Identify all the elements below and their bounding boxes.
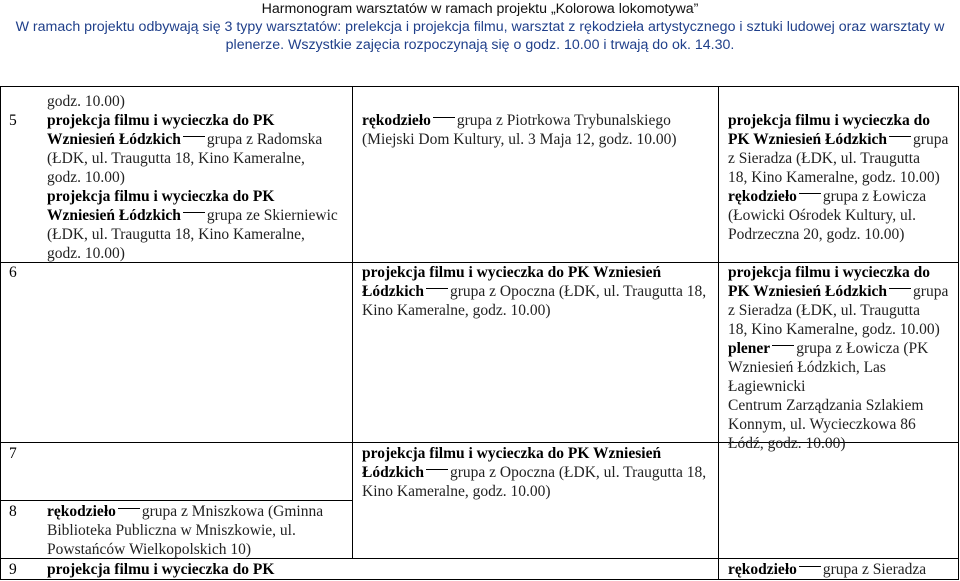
row-8-col1: rękodzieło grupa z Mniszkowa (Gminna Biblioteka Publiczna w Mniszkowie, ul. Powstańców Wielkopolskich 10) xyxy=(47,503,324,558)
row-number-8: 8 xyxy=(9,503,17,520)
table-border-top xyxy=(0,86,958,87)
table-border-right xyxy=(958,86,959,580)
workshop-title: rękodzieło xyxy=(47,503,116,520)
row-divider-8 xyxy=(0,500,352,501)
workshop-title: projekcja filmu i wycieczka do PK xyxy=(47,188,275,205)
workshop-title: projekcja filmu i wycieczka do PK Wzniesień xyxy=(362,445,662,462)
workshop-title: projekcja filmu i wycieczka do PK xyxy=(47,112,275,129)
row-9-col1 xyxy=(47,560,274,579)
table-border-left xyxy=(0,86,1,580)
workshop-title: projekcja filmu i wycieczka do xyxy=(728,112,931,129)
workshop-title: rękodzieło xyxy=(728,188,797,205)
row-number-5: 5 xyxy=(9,112,17,129)
workshop-title: projekcja filmu i wycieczka do xyxy=(728,264,931,281)
row-number-7: 7 xyxy=(9,445,17,462)
document-intro-line-1: W ramach projektu odbywają się 3 typy warsztatów: prelekcja i projekcja filmu, warsztat z rękodzieła artystycznego i sztuki ludowej oraz warsztaty w xyxy=(15,19,945,35)
workshop-title: rękodzieło xyxy=(728,561,797,578)
workshop-title: projekcja filmu i wycieczka do PK xyxy=(47,561,275,578)
row-7-col2: projekcja filmu i wycieczka do PK Wzniesień Łódzkich grupa z Opoczna (ŁDK, ul. Traugutta 18, Kino Kameralne, godz. 10.00) xyxy=(362,445,707,500)
row-6-col3: projekcja filmu i wycieczka do PK Wzniesień Łódzkich grupa z Sieradza (ŁDK, ul. Traugutta 18, Kino Kameralne, godz. 10.00) plener grupa z Łowicza (PK Wzniesień Łódzkich, Las Łagiewnicki Centrum Zarządzania Szlakiem Konnym, ul. Wycieczkowa 86 Łódź, godz. 10.00) xyxy=(728,264,949,452)
column-divider-2 xyxy=(718,86,719,580)
document-header xyxy=(0,0,960,54)
row-number-6: 6 xyxy=(9,264,17,281)
row-continuation-col1: godz. 10.00) xyxy=(47,93,125,110)
workshop-title: projekcja filmu i wycieczka do PK Wzniesień xyxy=(362,264,662,281)
column-divider-1 xyxy=(352,86,353,558)
row-5-col2: rękodzieło grupa z Piotrkowa Trybunalskiego (Miejski Dom Kultury, ul. 3 Maja 12, godz. 10.00) xyxy=(362,112,677,148)
workshop-title: plener xyxy=(728,340,771,357)
table-border-bottom xyxy=(0,579,958,580)
document-intro-line-2: plenerze. Wszystkie zajęcia rozpoczynają się o godz. 10.00 i trwają do ok. 14.30. xyxy=(225,37,735,53)
row-number-9: 9 xyxy=(9,561,17,578)
row-5-col1: projekcja filmu i wycieczka do PK Wzniesień Łódzkich grupa z Radomska (ŁDK, ul. Traugutta 18, Kino Kameralne, godz. 10.00) projekcja filmu i wycieczka do PK Wzniesień Łódzkich grupa ze Skierniewic (ŁDK, ul. Traugutta 18, Kino Kameralne, godz. 10.00) xyxy=(47,112,338,262)
row-9-col3: rękodzieło grupa z Sieradza xyxy=(728,561,927,578)
document-title: Harmonogram warsztatów w ramach projektu „Kolorowa lokomotywa” xyxy=(261,1,699,17)
workshop-title: rękodzieło xyxy=(362,112,431,129)
row-5-col3: projekcja filmu i wycieczka do PK Wzniesień Łódzkich grupa z Sieradza (ŁDK, ul. Traugutta 18, Kino Kameralne, godz. 10.00) rękodzieło grupa z Łowicza (Łowicki Ośrodek Kultury, ul. Podrzeczna 20, godz. 10.00) xyxy=(728,112,949,243)
row-6-col2: projekcja filmu i wycieczka do PK Wzniesień Łódzkich grupa z Opoczna (ŁDK, ul. Traugutta 18, Kino Kameralne, godz. 10.00) xyxy=(362,264,707,319)
